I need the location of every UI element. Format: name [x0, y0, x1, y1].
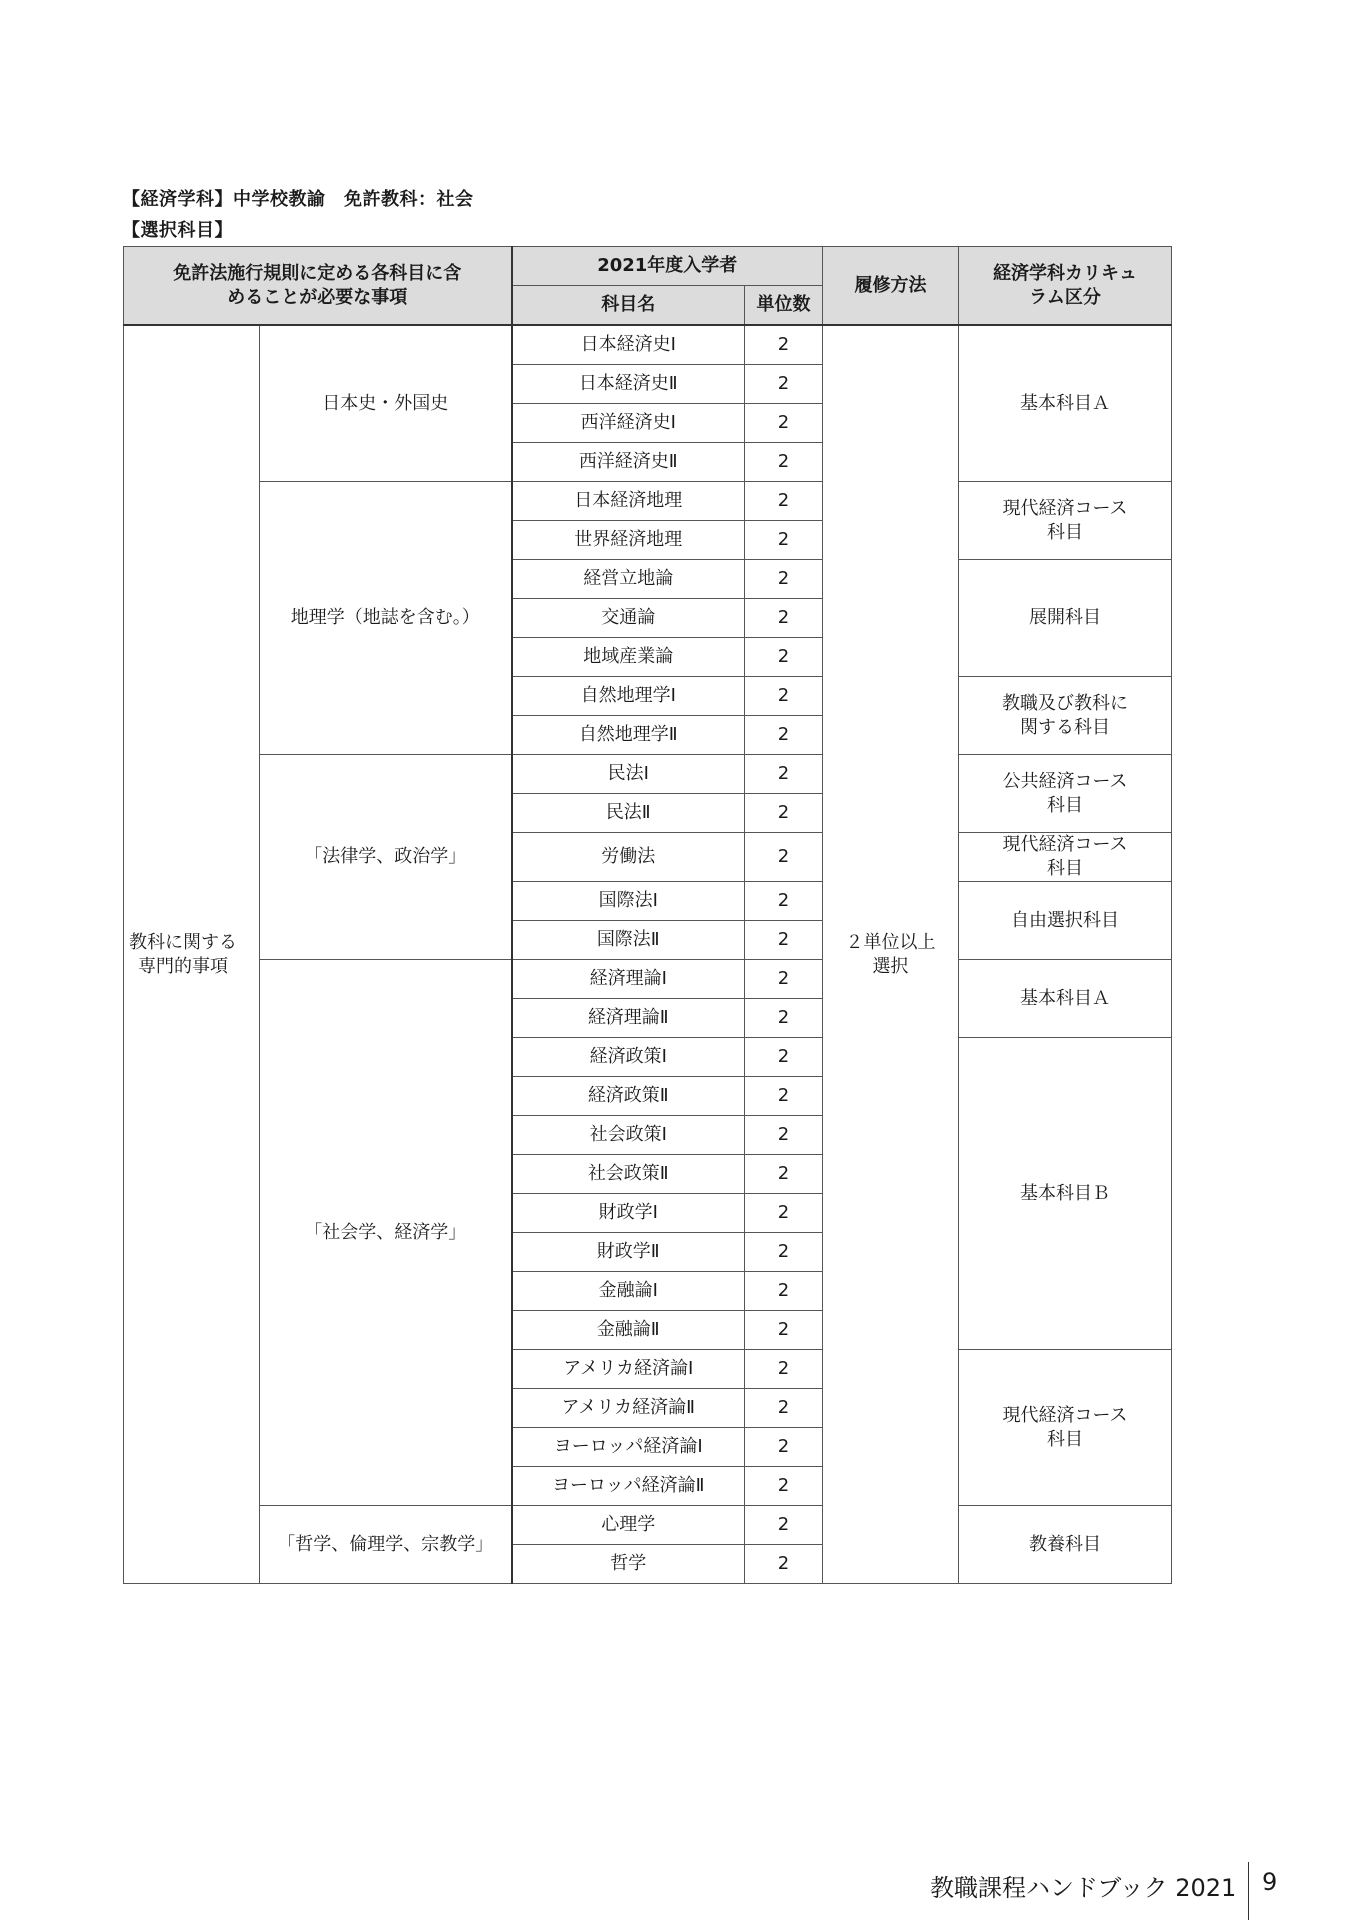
header-method: 履修方法 — [823, 247, 959, 326]
subject-cell: ヨーロッパ経済論Ⅱ — [512, 1467, 745, 1506]
credits-cell: 2 — [745, 443, 823, 482]
credits-cell: 2 — [745, 404, 823, 443]
group-cell: 「哲学、倫理学、宗教学」 — [260, 1506, 512, 1584]
subject-cell: 金融論Ⅰ — [512, 1272, 745, 1311]
header-year: 2021年度入学者 — [512, 247, 823, 286]
subject-cell: 西洋経済史Ⅰ — [512, 404, 745, 443]
group-cell: 「法律学、政治学」 — [260, 755, 512, 960]
curriculum-text: 現代経済コース科目 — [1002, 834, 1128, 879]
page-heading: 【経済学科】中学校教諭 免許教科：社会 — [122, 189, 474, 210]
table-header — [124, 247, 1172, 326]
curriculum-cell — [959, 960, 1172, 1038]
credits-cell: 2 — [745, 999, 823, 1038]
curriculum-text: 自由選択科目 — [1011, 909, 1120, 931]
curriculum-text: 公共経済コース科目 — [1002, 770, 1128, 816]
credits-cell: 2 — [745, 677, 823, 716]
curriculum-cell — [959, 325, 1172, 482]
method-cell — [823, 325, 959, 1584]
credits-cell: 2 — [745, 1506, 823, 1545]
curriculum-text: 現代経済コース科目 — [1002, 497, 1128, 543]
curriculum-cell — [959, 677, 1172, 755]
curriculum-cell — [959, 1038, 1172, 1350]
subject-cell: 経営立地論 — [512, 560, 745, 599]
main-category-cell — [124, 325, 260, 1584]
footer-title: 教職課程ハンドブック 2021 — [930, 1874, 1237, 1902]
curriculum-text: 教養科目 — [1029, 1533, 1102, 1555]
table-row — [124, 325, 1172, 365]
subject-cell: 経済政策Ⅱ — [512, 1077, 745, 1116]
curriculum-text: 基本科目Ａ — [1020, 392, 1111, 414]
subject-cell: 労働法 — [512, 833, 745, 882]
credits-cell: 2 — [745, 1194, 823, 1233]
subject-cell: アメリカ経済論Ⅱ — [512, 1389, 745, 1428]
credits-cell: 2 — [745, 1077, 823, 1116]
credits-cell: 2 — [745, 1389, 823, 1428]
curriculum-text: 基本科目Ｂ — [1020, 1182, 1111, 1204]
table-row — [124, 755, 1172, 794]
subject-cell: 日本経済地理 — [512, 482, 745, 521]
group-cell: 日本史・外国史 — [260, 325, 512, 482]
header-subject: 科目名 — [512, 286, 745, 326]
subject-cell: 国際法Ⅰ — [512, 882, 745, 921]
credits-cell: 2 — [745, 1311, 823, 1350]
credits-cell: 2 — [745, 1272, 823, 1311]
group-cell: 「社会学、経済学」 — [260, 960, 512, 1506]
credits-cell: 2 — [745, 521, 823, 560]
subject-cell: 民法Ⅱ — [512, 794, 745, 833]
credits-cell: 2 — [745, 1155, 823, 1194]
subject-cell: アメリカ経済論Ⅰ — [512, 1350, 745, 1389]
curriculum-text: 基本科目Ａ — [1020, 987, 1111, 1009]
subject-cell: 財政学Ⅰ — [512, 1194, 745, 1233]
curriculum-cell — [959, 482, 1172, 560]
subject-cell: 社会政策Ⅰ — [512, 1116, 745, 1155]
credits-cell: 2 — [745, 638, 823, 677]
subject-cell: 金融論Ⅱ — [512, 1311, 745, 1350]
curriculum-text: 展開科目 — [1029, 607, 1102, 628]
credits-cell: 2 — [745, 560, 823, 599]
footer-divider — [1248, 1862, 1249, 1920]
table-row — [124, 482, 1172, 521]
curriculum-cell — [959, 882, 1172, 960]
table-body — [124, 325, 1172, 1584]
credits-cell: 2 — [745, 482, 823, 521]
subject-cell: 経済政策Ⅰ — [512, 1038, 745, 1077]
credits-cell: 2 — [745, 833, 823, 882]
subject-cell: 世界経済地理 — [512, 521, 745, 560]
header-curriculum: 経済学科カリキュラム区分 — [959, 247, 1172, 326]
credits-cell: 2 — [745, 1545, 823, 1584]
subject-cell: 国際法Ⅱ — [512, 921, 745, 960]
section-heading: 【選択科目】 — [122, 220, 233, 241]
credits-cell: 2 — [745, 325, 823, 365]
credits-cell: 2 — [745, 1116, 823, 1155]
header-credits: 単位数 — [745, 286, 823, 326]
subject-cell: 経済理論Ⅰ — [512, 960, 745, 999]
subject-cell: 財政学Ⅱ — [512, 1233, 745, 1272]
page-number: 9 — [1262, 1868, 1278, 1896]
credits-cell: 2 — [745, 599, 823, 638]
subject-cell: 西洋経済史Ⅱ — [512, 443, 745, 482]
credits-cell: 2 — [745, 755, 823, 794]
subject-cell: 経済理論Ⅱ — [512, 999, 745, 1038]
subject-cell: 地域産業論 — [512, 638, 745, 677]
main-category-text: 教科に関する専門的事項 — [129, 931, 237, 977]
subject-cell: 自然地理学Ⅰ — [512, 677, 745, 716]
subject-cell: 交通論 — [512, 599, 745, 638]
curriculum-text: 教職及び教科に関する科目 — [1002, 692, 1129, 738]
subject-cell: 心理学 — [512, 1506, 745, 1545]
curriculum-text: 現代経済コース科目 — [1002, 1404, 1128, 1450]
credits-cell: 2 — [745, 960, 823, 999]
subject-cell: ヨーロッパ経済論Ⅰ — [512, 1428, 745, 1467]
subject-cell: 社会政策Ⅱ — [512, 1155, 745, 1194]
header-requirement: 免許法施行規則に定める各科目に含めることが必要な事項 — [124, 247, 512, 326]
credits-cell: 2 — [745, 716, 823, 755]
credits-cell: 2 — [745, 1350, 823, 1389]
subject-cell: 哲学 — [512, 1545, 745, 1584]
subject-cell: 自然地理学Ⅱ — [512, 716, 745, 755]
curriculum-cell — [959, 1506, 1172, 1584]
credits-cell: 2 — [745, 1428, 823, 1467]
curriculum-cell — [959, 755, 1172, 833]
curriculum-cell — [959, 1350, 1172, 1506]
group-cell: 地理学（地誌を含む。） — [260, 482, 512, 755]
credits-cell: 2 — [745, 365, 823, 404]
subject-cell: 日本経済史Ⅱ — [512, 365, 745, 404]
method-text: ２単位以上選択 — [845, 931, 936, 977]
curriculum-cell — [959, 560, 1172, 677]
course-table — [123, 246, 1172, 1584]
credits-cell: 2 — [745, 794, 823, 833]
subject-cell: 日本経済史Ⅰ — [512, 325, 745, 365]
subject-cell: 民法Ⅰ — [512, 755, 745, 794]
credits-cell: 2 — [745, 1467, 823, 1506]
credits-cell: 2 — [745, 1038, 823, 1077]
table-row — [124, 1506, 1172, 1545]
credits-cell: 2 — [745, 921, 823, 960]
credits-cell: 2 — [745, 1233, 823, 1272]
curriculum-cell — [959, 833, 1172, 882]
credits-cell: 2 — [745, 882, 823, 921]
table-row — [124, 960, 1172, 999]
